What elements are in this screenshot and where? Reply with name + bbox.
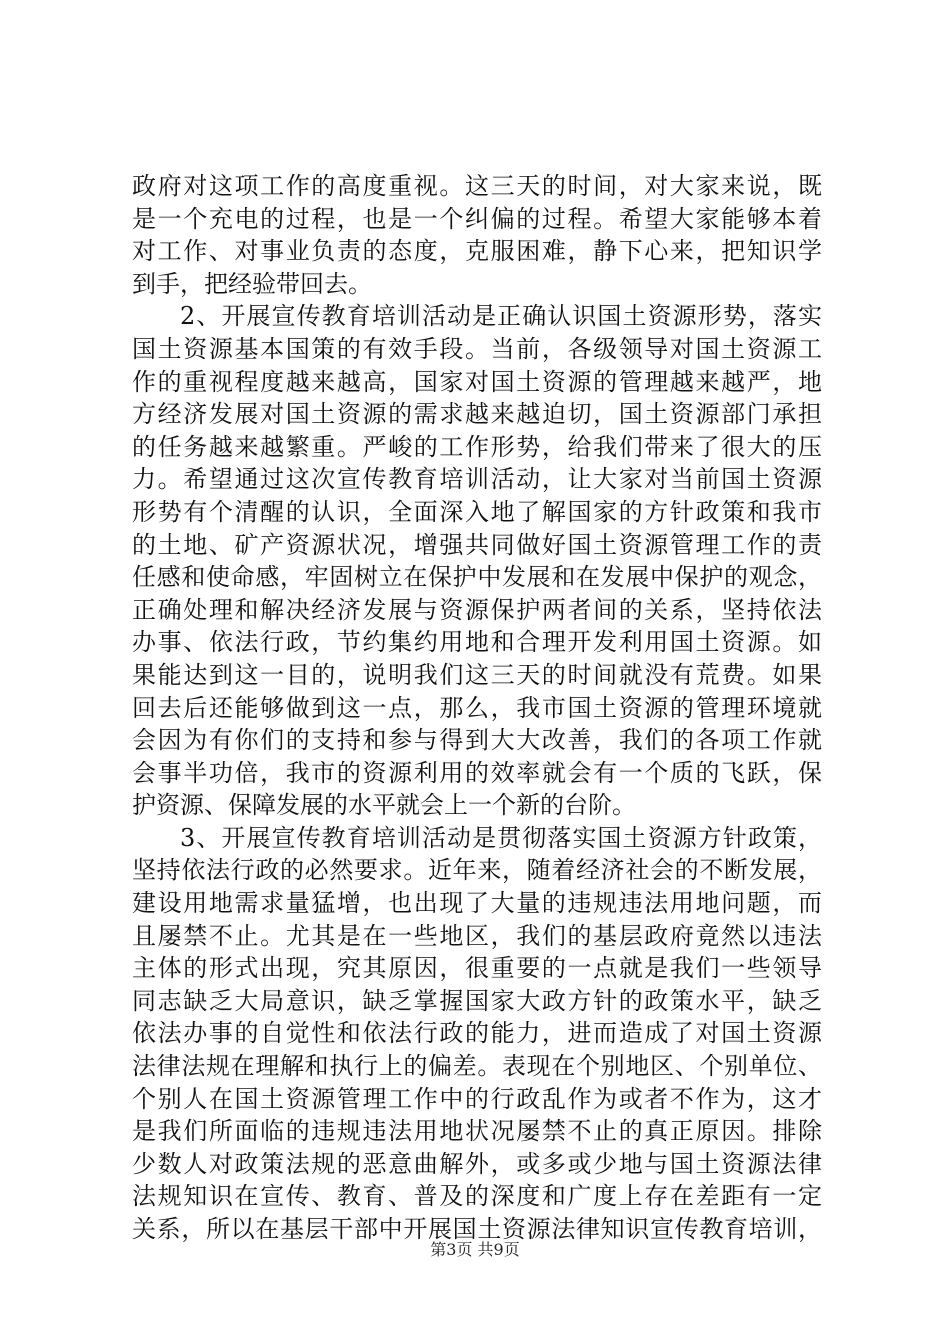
text-line: 同志缺乏大局意识，缺乏掌握国家大政方针的政策水平，缺乏: [132, 986, 822, 1015]
text-line: 依法办事的自觉性和依法行政的能力，进而造成了对国土资源: [132, 1019, 822, 1048]
text-line: 会因为有你们的支持和参与得到大大改善，我们的各项工作就: [132, 726, 822, 755]
text-line: 办事、依法行政，节约集约用地和合理开发利用国土资源。如: [132, 628, 822, 657]
text-line: 主体的形式出现，究其原因，很重要的一点就是我们一些领导: [132, 954, 822, 983]
text-line: 政府对这项工作的高度重视。这三天的时间，对大家来说，既: [132, 172, 822, 200]
text-line: 法律法规在理解和执行上的偏差。表现在个别地区、个别单位、: [132, 1052, 822, 1081]
text-line: 少数人对政策法规的恶意曲解外，或多或少地与国土资源法律: [132, 1149, 822, 1178]
text-line: 国土资源基本国策的有效手段。当前，各级领导对国土资源工: [132, 334, 822, 363]
text-line: 的任务越来越繁重。严峻的工作形势，给我们带来了很大的压: [132, 432, 822, 461]
text-line: 建设用地需求量猛增，也出现了大量的违规违法用地问题，而: [132, 889, 822, 918]
text-line: 坚持依法行政的必然要求。近年来，随着经济社会的不断发展，: [132, 856, 822, 885]
body-text: [132, 170, 822, 1246]
text-line: 正确处理和解决经济发展与资源保护两者间的关系，坚持依法: [132, 595, 822, 624]
text-line: 3、开展宣传教育培训活动是贯彻落实国土资源方针政策，: [180, 823, 822, 852]
text-line: 果能达到这一目的，说明我们这三天的时间就没有荒费。如果: [132, 660, 822, 689]
text-line: 是一个充电的过程，也是一个纠偏的过程。希望大家能够本着: [132, 204, 822, 233]
text-line: 法规知识在宣传、教育、普及的深度和广度上存在差距有一定: [132, 1182, 822, 1211]
text-line: 到手，把经验带回去。: [132, 269, 372, 298]
text-line: 任感和使命感，牢固树立在保护中发展和在发展中保护的观念，: [132, 563, 822, 592]
text-line: 个别人在国土资源管理工作中的行政乱作为或者不作为，这才: [132, 1084, 822, 1113]
text-line: 且屡禁不止。尤其是在一些地区，我们的基层政府竟然以违法: [132, 921, 822, 950]
text-line: 方经济发展对国土资源的需求越来越迫切，国土资源部门承担: [132, 400, 822, 429]
text-line: 是我们所面临的违规违法用地状况屡禁不止的真正原因。排除: [132, 1117, 822, 1146]
text-line: 的土地、矿产资源状况，增强共同做好国土资源管理工作的责: [132, 530, 822, 559]
page-footer: 第3页 共9页: [430, 1240, 520, 1259]
text-line: 作的重视程度越来越高，国家对国土资源的管理越来越严，地: [132, 367, 822, 396]
text-line: 2、开展宣传教育培训活动是正确认识国土资源形势，落实: [180, 302, 822, 331]
text-line: 会事半功倍，我市的资源利用的效率就会有一个质的飞跃，保: [132, 758, 822, 787]
text-line: 对工作、对事业负责的态度，克服困难，静下心来，把知识学: [132, 237, 822, 266]
text-line: 回去后还能够做到这一点，那么，我市国土资源的管理环境就: [132, 693, 822, 722]
text-line: 形势有个清醒的认识，全面深入地了解国家的方针政策和我市: [132, 497, 822, 526]
text-line: 护资源、保障发展的水平就会上一个新的台阶。: [132, 791, 636, 820]
text-line: 力。希望通过这次宣传教育培训活动，让大家对当前国土资源: [132, 465, 822, 494]
text-line: 关系，所以在基层干部中开展国土资源法律知识宣传教育培训，: [132, 1215, 822, 1243]
